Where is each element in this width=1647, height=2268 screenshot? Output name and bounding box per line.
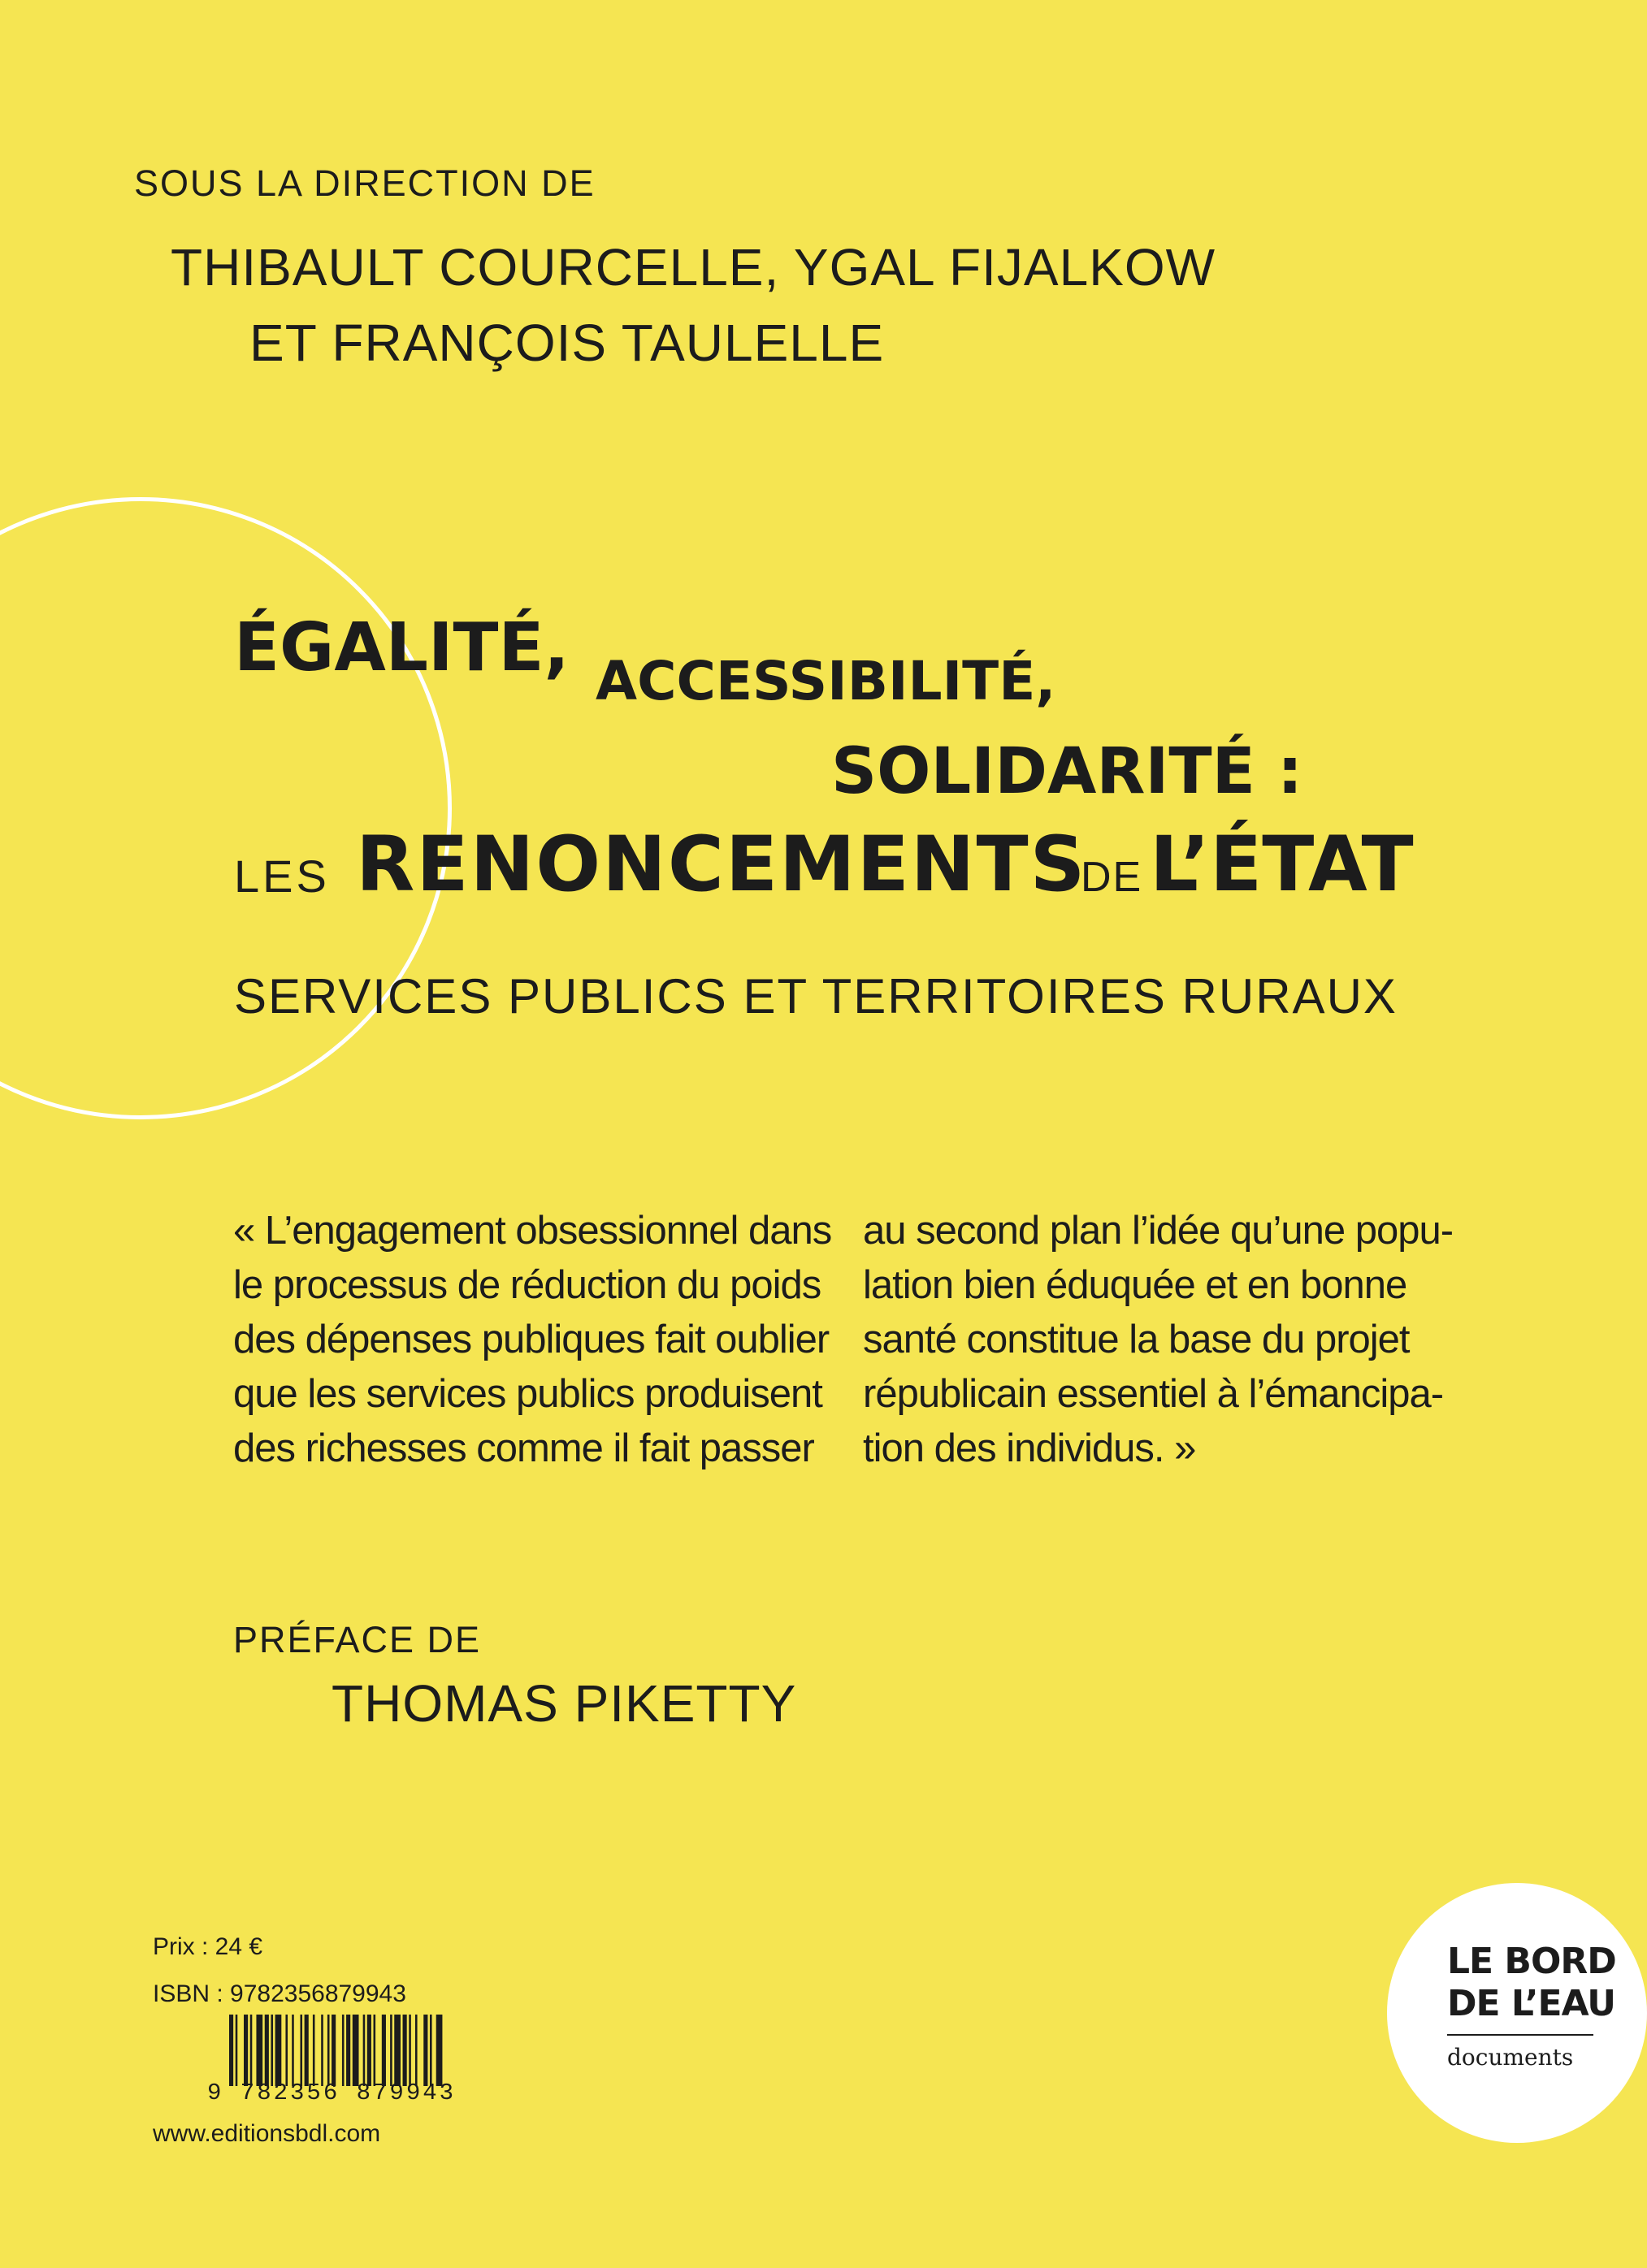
barcode-digits: 9 782356 879943 <box>207 2080 457 2106</box>
quote-line: républicain essentiel à l’émancipa- <box>863 1372 1444 1416</box>
barcode-bar <box>285 2015 288 2086</box>
quote-line: des richesses comme il fait passer <box>233 1426 814 1470</box>
quote-line: des dépenses publiques fait oublier <box>233 1318 830 1361</box>
barcode-bar <box>229 2015 233 2086</box>
barcode-bar <box>305 2015 309 2086</box>
barcode-bar <box>367 2015 371 2086</box>
publisher-logo <box>1387 1883 1647 2143</box>
barcode-bar <box>244 2015 248 2086</box>
publisher-logo-collection: documents <box>1447 2044 1574 2071</box>
barcode-bar <box>327 2015 330 2086</box>
barcode-bar <box>275 2015 282 2086</box>
quote-line: « L’engagement obsessionnel dans <box>233 1209 832 1253</box>
isbn-label: ISBN : 9782356879943 <box>153 1980 406 2007</box>
barcode-bar <box>374 2015 376 2086</box>
barcode-bar <box>394 2015 401 2086</box>
barcode-bar <box>382 2015 386 2086</box>
barcode-bar <box>436 2015 443 2086</box>
title-word-les: LES <box>234 850 330 902</box>
quote-line: santé constitue la base du projet <box>863 1318 1410 1361</box>
preface-label: PRÉFACE DE <box>233 1619 482 1660</box>
barcode-bar <box>415 2015 418 2086</box>
barcode-bar <box>390 2015 392 2086</box>
barcode-bar <box>332 2015 336 2086</box>
barcode-bar <box>353 2015 359 2086</box>
quote-column-right <box>863 1204 1453 1476</box>
direction-label: SOUS LA DIRECTION DE <box>134 162 596 204</box>
authors-line-1: THIBAULT COURCELLE, YGAL FIJALKOW <box>171 238 1216 296</box>
barcode-bar <box>346 2015 350 2086</box>
authors-line-2: ET FRANÇOIS TAULELLE <box>249 314 885 372</box>
decorative-circle <box>0 497 452 1119</box>
barcode-bar <box>292 2015 294 2086</box>
barcode-bar <box>300 2015 302 2086</box>
quote-line: que les services publics produisent <box>233 1372 822 1416</box>
barcode-bar <box>236 2015 238 2086</box>
barcode-bar <box>430 2015 432 2086</box>
quote-line: le processus de réduction du poids <box>233 1263 821 1307</box>
publisher-logo-divider <box>1447 2034 1593 2036</box>
quote-line: lation bien éduquée et en bonne <box>863 1263 1407 1307</box>
quote-line: au second plan l’idée qu’une popu- <box>863 1209 1454 1253</box>
quote-column-left <box>233 1204 831 1476</box>
barcode-bar <box>423 2015 427 2086</box>
barcode-bar <box>409 2015 411 2086</box>
barcode-bar <box>403 2015 407 2086</box>
barcode-bar <box>256 2015 262 2086</box>
title-word-solidarite: SOLIDARITÉ : <box>831 735 1303 808</box>
website-link: www.editionsbdl.com <box>153 2120 381 2147</box>
title-word-de: DE <box>1081 854 1143 901</box>
barcode-bar <box>363 2015 366 2086</box>
barcode-icon <box>229 2015 444 2086</box>
subtitle: SERVICES PUBLICS ET TERRITOIRES RURAUX <box>234 969 1398 1024</box>
title-word-letat: L’ÉTAT <box>1150 820 1414 909</box>
publisher-logo-line-2: DE L’EAU <box>1447 1983 1616 2024</box>
barcode-bar <box>313 2015 315 2086</box>
barcode-bar <box>321 2015 323 2086</box>
barcode-bar <box>250 2015 253 2086</box>
publisher-logo-line-1: LE BORD <box>1447 1941 1616 1982</box>
barcode-bar <box>265 2015 269 2086</box>
title-word-renoncements: RENONCEMENTS <box>356 820 1087 909</box>
title-word-egalite: ÉGALITÉ, <box>234 609 570 686</box>
quote-line: tion des individus. » <box>863 1426 1196 1470</box>
preface-author: THOMAS PIKETTY <box>332 1674 797 1733</box>
barcode-bar <box>342 2015 345 2086</box>
title-word-accessibilite: ACCESSIBILITÉ, <box>596 650 1056 712</box>
barcode-bar <box>271 2015 273 2086</box>
price-label: Prix : 24 € <box>153 1933 263 1960</box>
